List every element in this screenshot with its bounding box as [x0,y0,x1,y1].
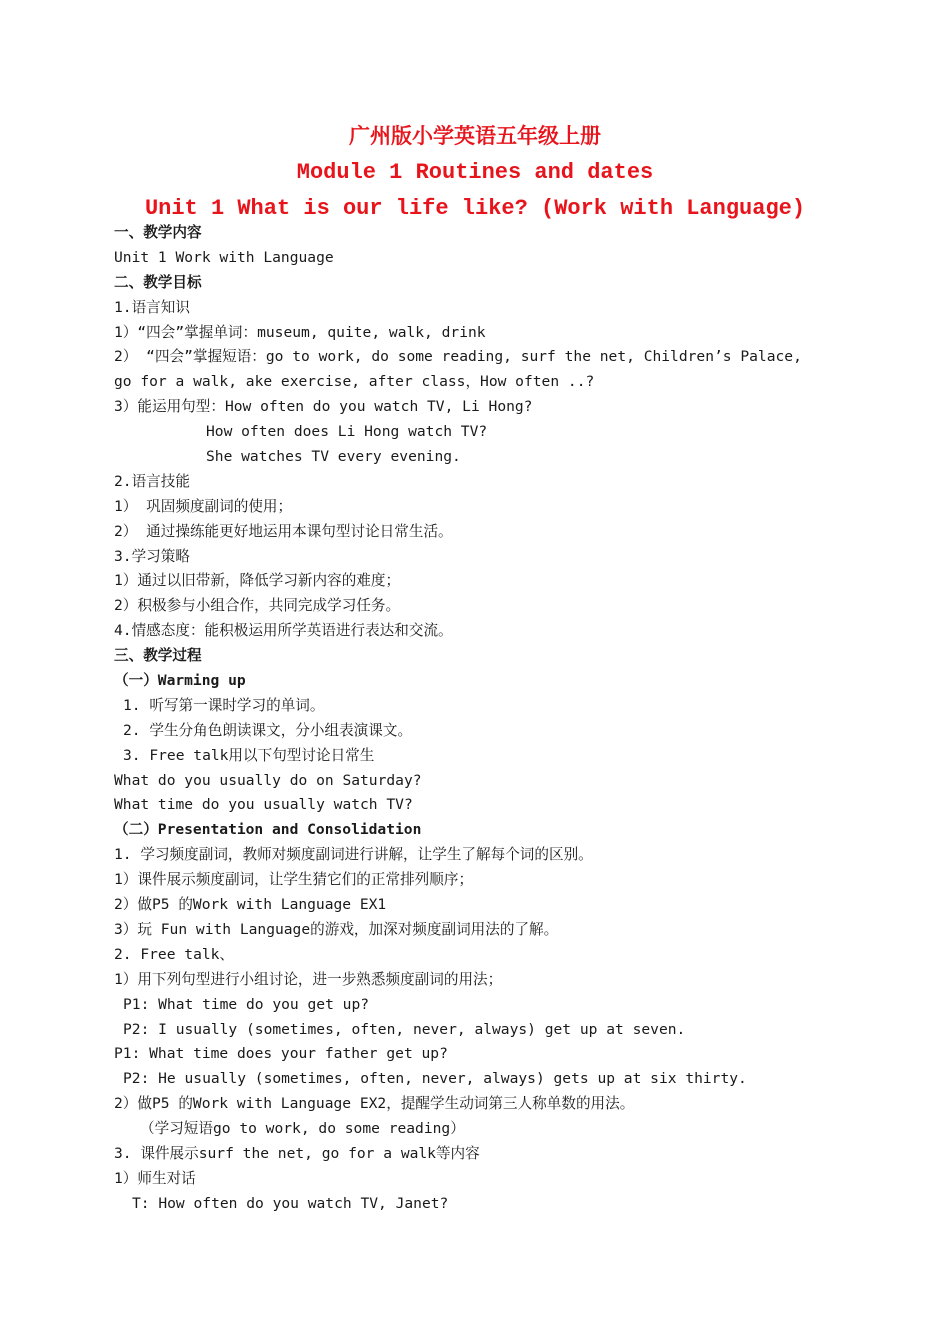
text-line: 1）师生对话 [114,1169,196,1187]
text-line: 2） “四会”掌握短语：go to work, do some reading, surf the net, Children’s Palace, [114,348,802,366]
text-line: 1）课件展示频度副词，让学生猜它们的正常排列顺序； [114,871,474,889]
text-line: Unit 1 Work with Language [114,248,334,266]
text-line: 3. Free talk用以下句型讨论日常生 [123,746,375,764]
text-line: 2）积极参与小组合作，共同完成学习任务。 [114,597,401,615]
section-heading: 一、教学内容 [114,224,202,241]
text-line: 1）用下列句型进行小组讨论，进一步熟悉频度副词的用法； [114,970,503,988]
text-line: P2: He usually (sometimes, often, never, always) gets up at six thirty. [123,1070,747,1088]
text-line: P1: What time do you get up? [123,995,370,1013]
text-line: 3）能运用句型：How often do you watch TV, Li Hong? [114,398,533,416]
section-heading: （二）Presentation and Consolidation [114,821,422,839]
text-line: 2. 学生分角色朗读课文，分小组表演课文。 [123,721,413,739]
document-body [114,221,874,1217]
text-line: 3. 课件展示surf the net, go for a walk等内容 [114,1144,480,1162]
module-title: Module 1 Routines and dates [296,160,654,185]
unit-title: Unit 1 What is our life like? (Work with Language) [144,196,806,221]
section-heading: （一）Warming up [114,672,246,690]
text-line: P2: I usually (sometimes, often, never, always) get up at seven. [123,1020,686,1038]
text-line: 2.语言技能 [114,472,190,490]
text-line: What time do you usually watch TV? [114,796,413,814]
text-line: 3）玩 Fun with Language的游戏，加深对频度副词用法的了解。 [114,920,559,938]
text-line: 2） 通过操练能更好地运用本课句型讨论日常生活。 [114,522,453,540]
text-line: She watches TV every evening. [206,448,461,466]
section-heading: 三、教学过程 [114,647,202,665]
text-line: 2）做P5 的Work with Language EX2，提醒学生动词第三人称单数的用法。 [114,1095,635,1113]
text-line: How often does Li Hong watch TV? [206,423,488,441]
text-line: 3.学习策略 [114,547,190,565]
text-line: What do you usually do on Saturday? [114,771,422,789]
text-line: 1. 听写第一课时学习的单词。 [123,696,325,714]
text-line: go for a walk, ake exercise, after class，How often ..? [114,373,595,391]
section-heading: 二、教学目标 [114,273,202,291]
text-line: （学习短语go to work, do some reading） [140,1120,465,1138]
text-line: 1.语言知识 [114,298,190,316]
text-line: 1）“四会”掌握单词：museum, quite, walk, drink [114,323,486,341]
text-line: 1）通过以旧带新，降低学习新内容的难度； [114,572,401,590]
text-line: 1） 巩固频度副词的使用； [114,497,293,515]
text-line: 4.情感态度：能积极运用所学英语进行表达和交流。 [114,622,453,640]
text-line: 2）做P5 的Work with Language EX1 [114,896,387,914]
document-title: 广州版小学英语五年级上册 [349,124,601,148]
text-line: 2. Free talk、 [114,945,235,963]
text-line: P1: What time does your father get up? [114,1045,448,1063]
text-line: T: How often do you watch TV, Janet? [132,1194,449,1212]
text-line: 1. 学习频度副词，教师对频度副词进行讲解，让学生了解每个词的区别。 [114,846,593,864]
